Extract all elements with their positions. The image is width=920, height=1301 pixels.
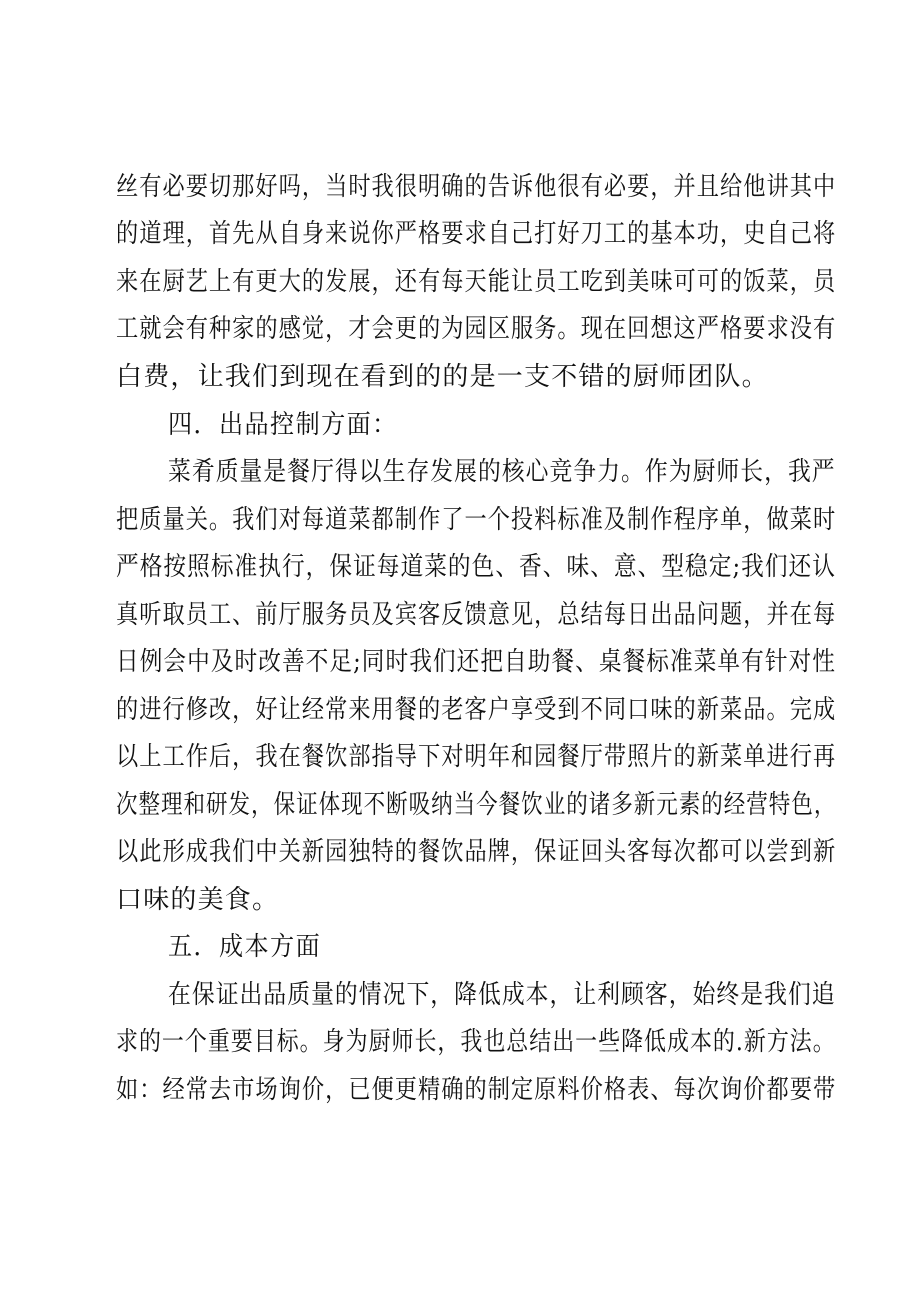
body-text-line: 工就会有种家的感觉，才会更的为园区服务。现在回想这严格要求没有 (116, 314, 837, 344)
section-heading-5: 五．成本方面 (168, 932, 322, 962)
body-text-line: 在保证出品质量的情况下，降低成本，让利顾客，始终是我们追 (168, 980, 836, 1010)
body-text-line: 丝有必要切那好吗，当时我很明确的告诉他很有必要，并且给他讲其中 (116, 172, 837, 202)
body-text-line: 以此形成我们中关新园独特的餐饮品牌，保证回头客每次都可以尝到新 (116, 837, 837, 867)
body-text-line: 日例会中及时改善不足;同时我们还把自助餐、桌餐标准菜单有针对性 (116, 647, 836, 677)
body-text-line: 来在厨艺上有更大的发展，还有每天能让员工吃到美味可可的饭菜，员 (116, 267, 837, 297)
body-text-line: 菜肴质量是餐厅得以生存发展的核心竞争力。作为厨师长，我严 (168, 457, 836, 487)
body-text-line: 如：经常去市场询价，已便更精确的制定原料价格表、每次询价都要带 (116, 1075, 837, 1105)
section-heading-4: 四．出品控制方面： (168, 410, 398, 440)
body-text-line: 次整理和研发，保证体现不断吸纳当今餐饮业的诸多新元素的经营特色， (116, 790, 837, 820)
body-text-line: 白费，让我们到现在看到的的是一支不错的厨师团队。 (116, 362, 769, 392)
body-text-line: 口味的美食。 (116, 885, 280, 915)
body-text-line: 严格按照标准执行，保证每道菜的色、香、味、意、型稳定;我们还认 (116, 552, 836, 582)
body-text-line: 以上工作后，我在餐饮部指导下对明年和园餐厅带照片的新菜单进行再 (116, 742, 837, 772)
body-text-line: 的进行修改，好让经常来用餐的老客户享受到不同口味的新菜品。完成 (116, 695, 837, 725)
body-text-line: 真听取员工、前厅服务员及宾客反馈意见，总结每日出品问题，并在每 (116, 600, 837, 630)
body-text-line: 把质量关。我们对每道菜都制作了一个投料标准及制作程序单，做菜时 (116, 505, 837, 535)
body-text-line: 求的一个重要目标。身为厨师长，我也总结出一些降低成本的.新方法。 (116, 1027, 836, 1057)
body-text-line: 的道理，首先从自身来说你严格要求自己打好刀工的基本功，史自己将 (116, 219, 837, 249)
